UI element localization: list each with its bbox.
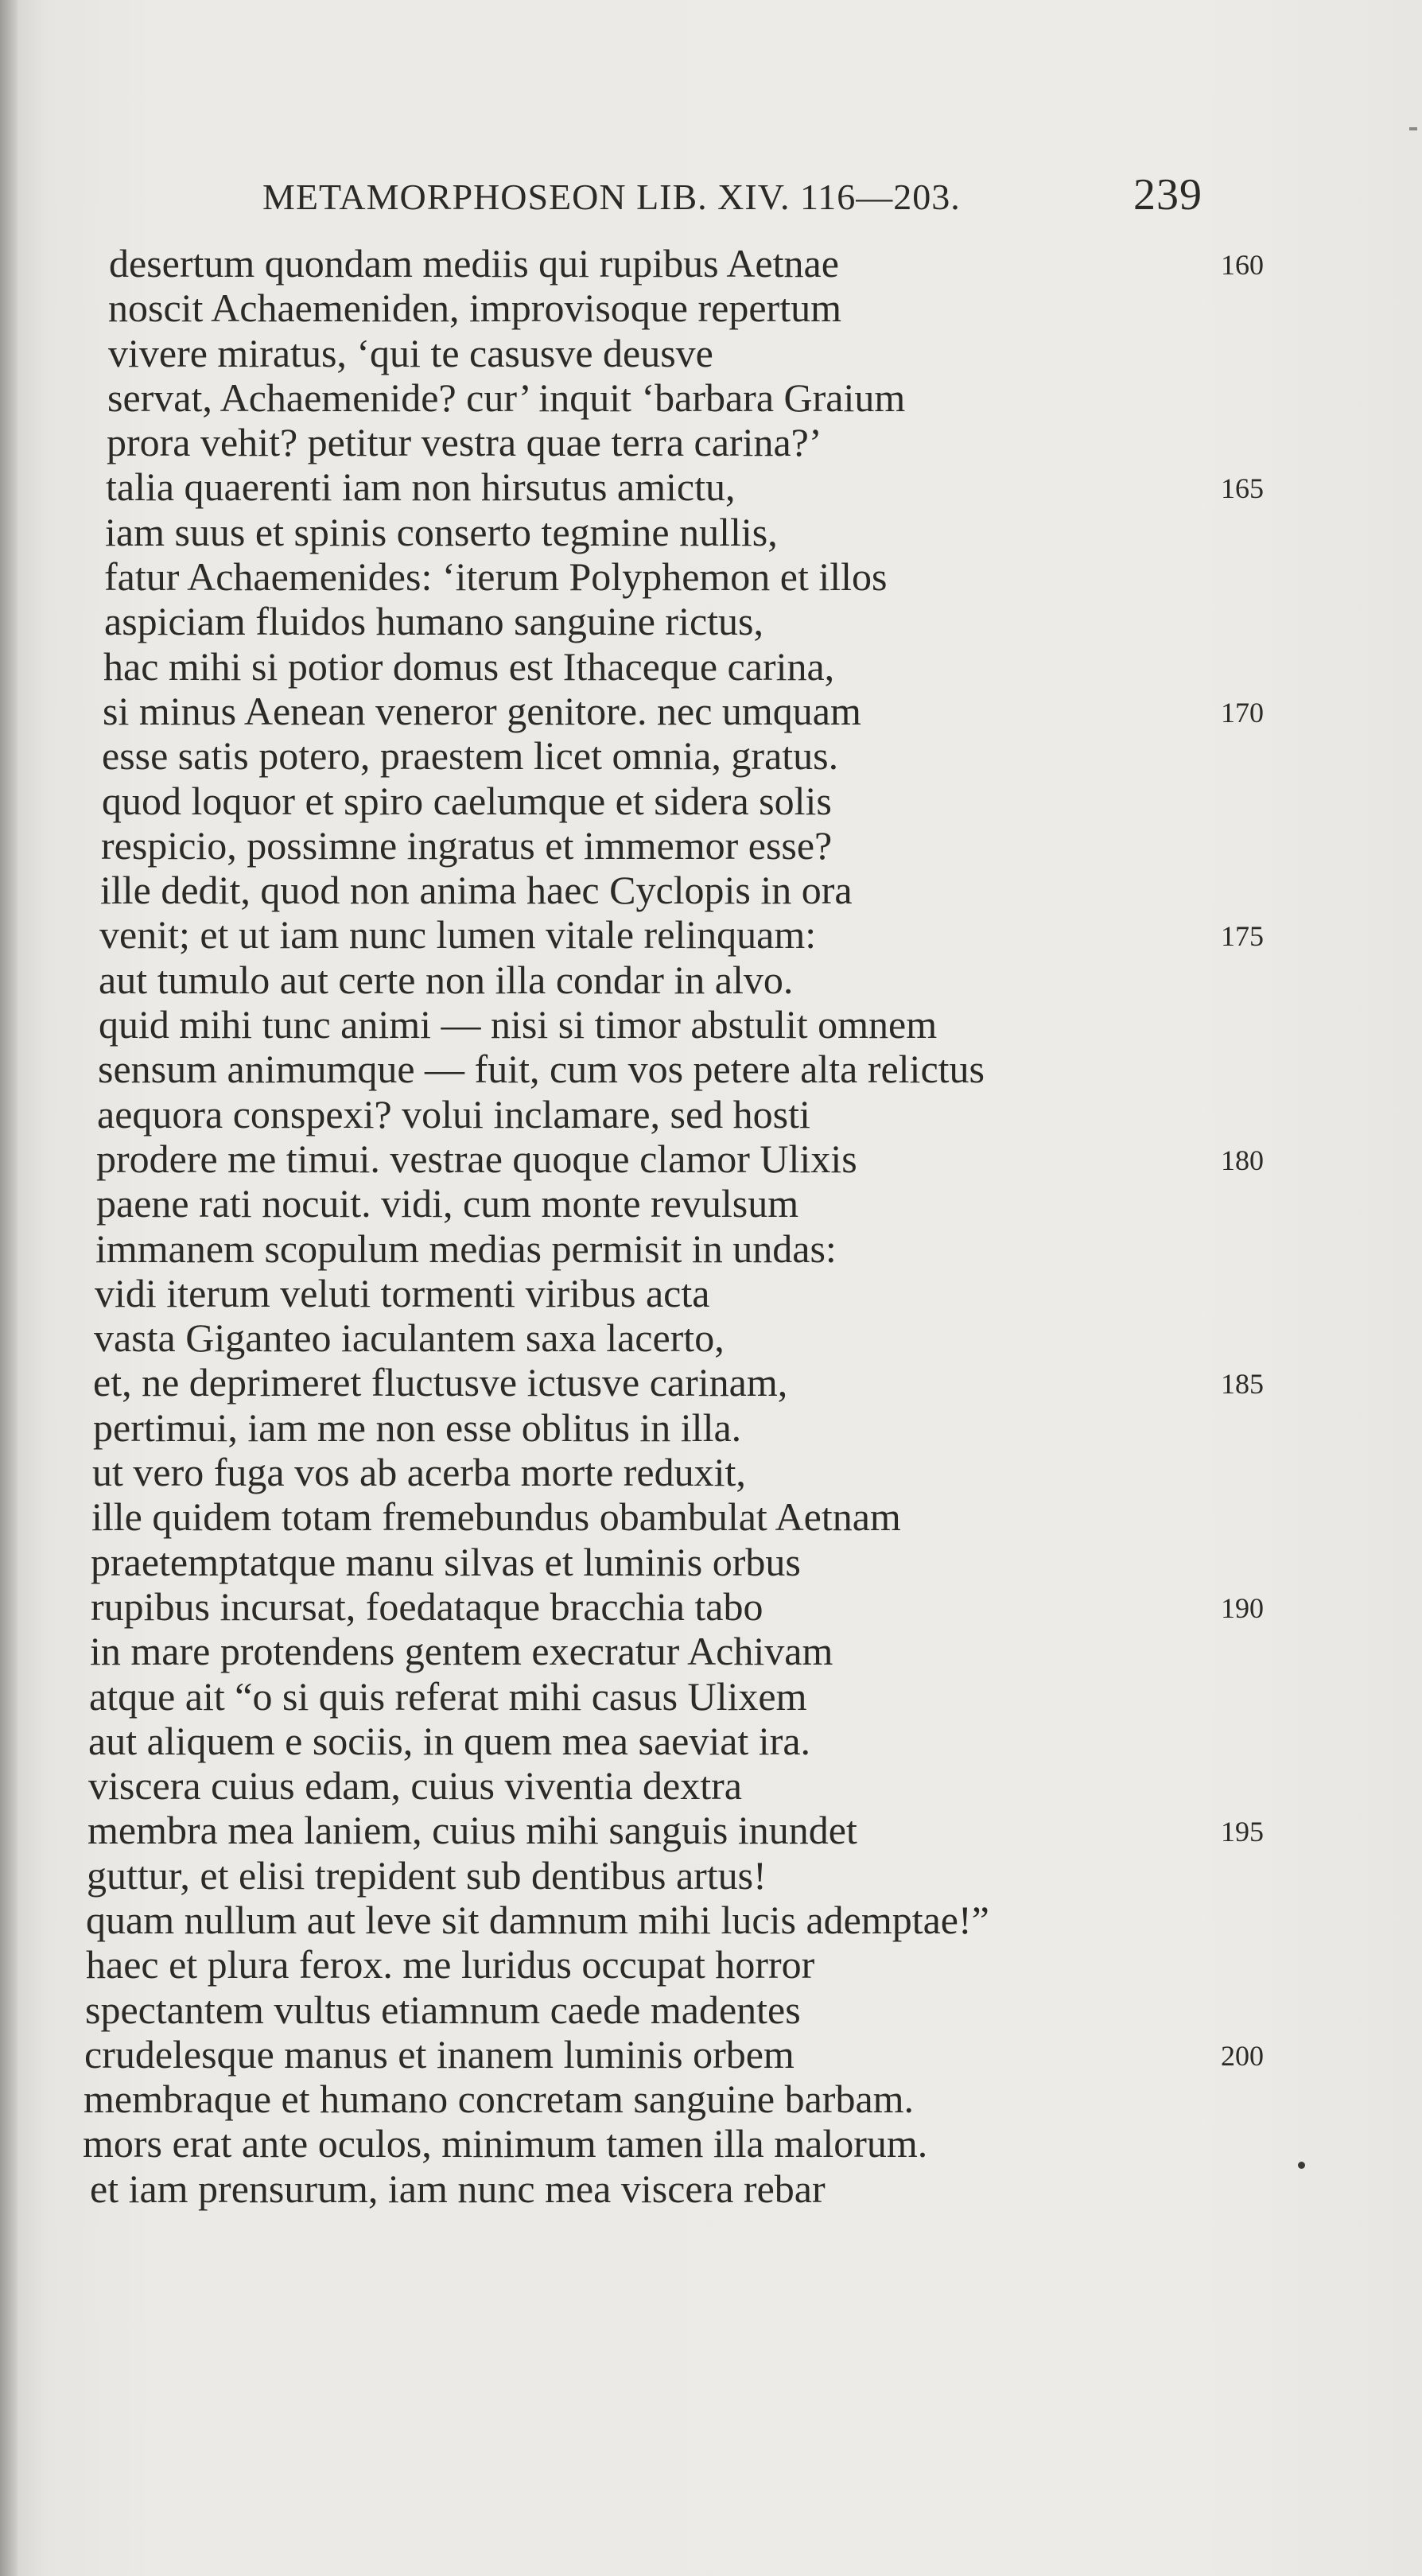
verse-text: vivere miratus, ‘qui te casusve deusve <box>108 330 713 375</box>
verse-line <box>0 2077 1422 2121</box>
verse-line <box>0 1763 1422 1808</box>
verse-line <box>0 1987 1422 2032</box>
verse-text: membra mea laniem, cuius mihi sanguis inundet <box>87 1808 857 1853</box>
verse-text: et, ne deprimeret fluctusve ictusve carinam, <box>93 1360 788 1405</box>
verse-line <box>0 1181 1422 1226</box>
verse-line <box>0 1629 1422 1673</box>
verse-line <box>0 1808 1422 1852</box>
header-title: METAMORPHOSEON LIB. XIV. 116—203. <box>262 177 961 217</box>
verse-line <box>0 1584 1422 1629</box>
line-number: 175 <box>1221 920 1264 953</box>
verse-text: quam nullum aut leve sit damnum mihi lucis ademptae!” <box>86 1897 989 1942</box>
verse-text: aspiciam fluidos humano sanguine rictus, <box>104 599 764 644</box>
verse-text: aut tumulo aut certe non illa condar in alvo. <box>99 957 794 1002</box>
verse-text: respicio, possimne ingratus et immemor esse? <box>101 822 833 868</box>
verse-text: servat, Achaemenide? cur’ inquit ‘barbara Graium <box>107 375 906 420</box>
verse-line <box>0 1002 1422 1047</box>
verse-line <box>0 554 1422 599</box>
verse-text: vasta Giganteo iaculantem saxa lacerto, <box>94 1315 725 1361</box>
verse-line <box>0 331 1422 375</box>
verse-text: pertimui, iam me non esse oblitus in illa. <box>93 1405 742 1450</box>
verse-text: iam suus et spinis conserto tegmine nullis, <box>105 509 778 554</box>
verse-text: crudelesque manus et inanem luminis orbem <box>84 2031 795 2077</box>
verse-line <box>0 1540 1422 1584</box>
verse-line <box>0 420 1422 464</box>
verse-line <box>0 733 1422 778</box>
verse-line <box>0 1047 1422 1091</box>
verse-text: et iam prensurum, iam nunc mea viscera rebar <box>90 2166 826 2211</box>
verse-line <box>0 912 1422 957</box>
verse-text: quod loquor et spiro caelumque et sidera solis <box>102 778 832 823</box>
line-number: 190 <box>1221 1591 1264 1624</box>
verse-line <box>0 689 1422 733</box>
verse-line <box>0 2032 1422 2077</box>
page-number: 239 <box>1133 170 1202 220</box>
verse-text: prora vehit? petitur vestra quae terra carina?’ <box>107 420 822 465</box>
verse-line <box>0 1405 1422 1450</box>
verse-line <box>0 1942 1422 1987</box>
line-number: 160 <box>1221 249 1264 281</box>
verse-text: hac mihi si potior domus est Ithaceque carina, <box>103 643 835 689</box>
line-number: 180 <box>1221 1144 1264 1176</box>
verse-text: membraque et humano concretam sanguine barbam. <box>84 2077 915 2122</box>
verse-text: sensum animumque — fuit, cum vos petere alta relictus <box>98 1047 985 1092</box>
verse-block <box>0 241 1422 2211</box>
verse-text: in mare protendens gentem execratur Achivam <box>90 1629 833 1674</box>
running-header <box>262 170 1209 223</box>
verse-text: quid mihi tunc animi — nisi si timor abstulit omnem <box>99 1002 938 1047</box>
verse-line <box>0 868 1422 912</box>
verse-text: guttur, et elisi trepident sub dentibus artus! <box>87 1852 767 1898</box>
verse-line <box>0 823 1422 868</box>
verse-line <box>0 779 1422 823</box>
verse-text: si minus Aenean veneror genitore. nec umquam <box>103 688 861 733</box>
verse-text: fatur Achaemenides: ‘iterum Polyphemon et illos <box>104 554 888 600</box>
verse-line <box>0 1092 1422 1136</box>
verse-line <box>0 1450 1422 1494</box>
line-number: 200 <box>1221 2039 1264 2072</box>
verse-text: vidi iterum veluti tormenti viribus acta <box>95 1270 710 1315</box>
verse-text: noscit Achaemeniden, improvisoque repertum <box>108 286 841 331</box>
verse-text: immanem scopulum medias permisit in undas: <box>95 1226 837 1271</box>
verse-line <box>0 958 1422 1002</box>
verse-text: paene rati nocuit. vidi, cum monte revulsum <box>96 1181 799 1226</box>
edge-mark <box>1409 127 1417 130</box>
verse-line <box>0 375 1422 420</box>
verse-line <box>0 286 1422 330</box>
line-number: 195 <box>1221 1816 1264 1848</box>
verse-text: aut aliquem e sociis, in quem mea saeviat ira. <box>88 1718 811 1763</box>
verse-line <box>0 644 1422 689</box>
line-number: 165 <box>1221 472 1264 505</box>
verse-line <box>0 1853 1422 1898</box>
verse-line <box>0 2166 1422 2211</box>
line-number: 170 <box>1221 696 1264 729</box>
verse-line <box>0 1360 1422 1405</box>
verse-text: desertum quondam mediis qui rupibus Aetnae <box>109 241 839 286</box>
margin-dot <box>1298 2162 1305 2169</box>
verse-line <box>0 599 1422 643</box>
verse-line <box>0 1226 1422 1271</box>
verse-text: prodere me timui. vestrae quoque clamor Ulixis <box>96 1136 857 1181</box>
verse-text: talia quaerenti iam non hirsutus amictu, <box>106 464 736 510</box>
verse-line <box>0 2121 1422 2166</box>
verse-line <box>0 1136 1422 1181</box>
verse-line <box>0 510 1422 554</box>
verse-text: viscera cuius edam, cuius viventia dextra <box>88 1763 742 1809</box>
verse-line <box>0 1271 1422 1315</box>
verse-line <box>0 1674 1422 1719</box>
verse-text: aequora conspexi? volui inclamare, sed hosti <box>97 1091 810 1136</box>
verse-line <box>0 241 1422 286</box>
verse-text: esse satis potero, praestem licet omnia, gratus. <box>102 733 839 779</box>
verse-line <box>0 1494 1422 1539</box>
verse-text: ille dedit, quod non anima haec Cyclopis in ora <box>100 868 853 913</box>
verse-line <box>0 1719 1422 1763</box>
line-number: 185 <box>1221 1368 1264 1401</box>
verse-text: atque ait “o si quis referat mihi casus Ulixem <box>89 1673 807 1719</box>
verse-text: rupibus incursat, foedataque bracchia tabo <box>91 1583 763 1629</box>
verse-text: haec et plura ferox. me luridus occupat horror <box>86 1942 815 1987</box>
verse-text: spectantem vultus etiamnum caede madentes <box>85 1987 801 2032</box>
verse-line <box>0 1898 1422 1942</box>
verse-text: venit; et ut iam nunc lumen vitale relinquam: <box>99 912 817 958</box>
verse-text: mors erat ante oculos, minimum tamen illa malorum. <box>83 2121 928 2166</box>
verse-line <box>0 1315 1422 1360</box>
verse-line <box>0 464 1422 509</box>
verse-text: ut vero fuga vos ab acerba morte reduxit, <box>92 1450 746 1495</box>
verse-text: ille quidem totam fremebundus obambulat Aetnam <box>91 1494 901 1540</box>
verse-text: praetemptatque manu silvas et luminis orbus <box>91 1539 801 1584</box>
